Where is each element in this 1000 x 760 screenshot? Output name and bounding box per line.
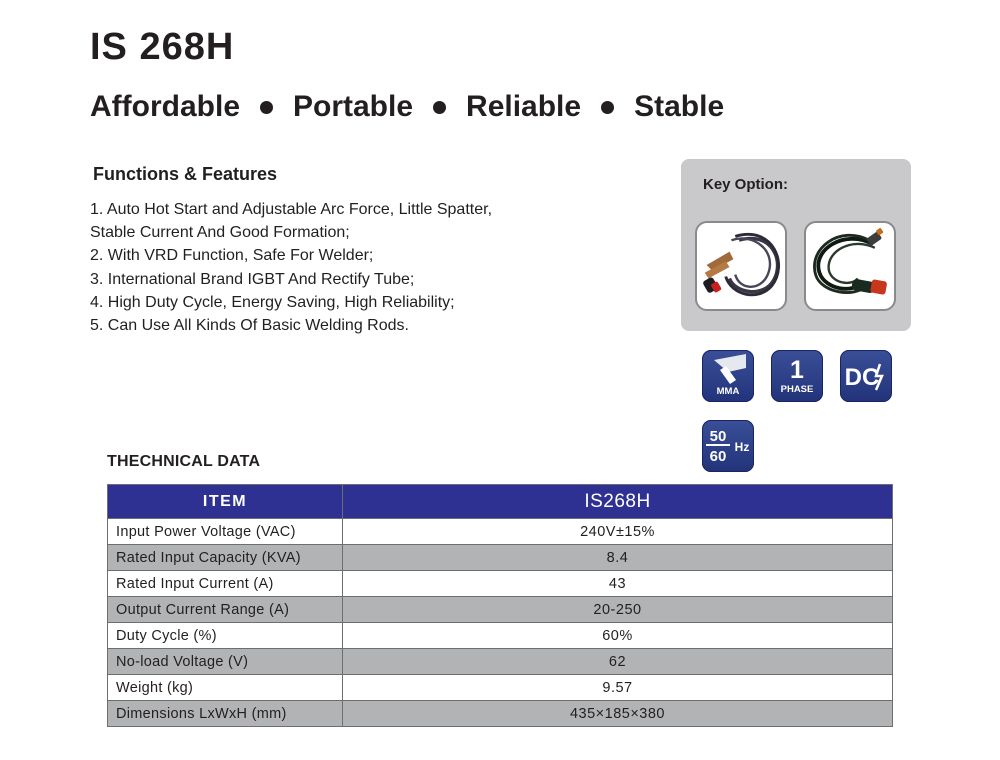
value-cell: 9.57 <box>343 675 893 701</box>
tagline-word: Stable <box>634 90 725 123</box>
phase-number: 1 <box>790 356 804 384</box>
mma-icon-label: MMA <box>716 386 740 397</box>
tagline-word: Reliable <box>466 90 582 123</box>
parameter-cell: Dimensions LxWxH (mm) <box>108 701 343 727</box>
parameter-cell: Rated Input Capacity (KVA) <box>108 545 343 571</box>
bullet-dot-icon <box>433 101 446 114</box>
tagline-word: Portable <box>293 90 414 123</box>
dc-label: DC <box>844 364 880 391</box>
key-option-label: Key Option: <box>703 176 788 193</box>
key-option-panel <box>681 159 911 331</box>
bullet-dot-icon <box>601 101 614 114</box>
column-header-item: ITEM <box>108 485 343 519</box>
mma-icon <box>702 350 754 402</box>
value-cell: 60% <box>343 623 893 649</box>
parameter-cell: Duty Cycle (%) <box>108 623 343 649</box>
value-cell: 62 <box>343 649 893 675</box>
frequency-icon <box>702 420 754 472</box>
parameter-cell: Output Current Range (A) <box>108 597 343 623</box>
parameter-cell: Rated Input Current (A) <box>108 571 343 597</box>
feature-line: 1. Auto Hot Start and Adjustable Arc Force, Little Spatter, <box>90 201 493 218</box>
feature-line: 2. With VRD Function, Safe For Welder; <box>90 247 374 265</box>
bullet-dot-icon <box>260 101 273 114</box>
table-row <box>108 701 893 727</box>
tagline <box>90 90 724 124</box>
features-list <box>90 198 650 337</box>
value-cell: 240V±15% <box>343 519 893 545</box>
table-row <box>108 649 893 675</box>
tagline-word: Affordable <box>90 90 240 123</box>
single-phase-icon <box>771 350 823 402</box>
parameter-cell: Input Power Voltage (VAC) <box>108 519 343 545</box>
table-row <box>108 545 893 571</box>
frequency-top: 50 <box>709 428 727 445</box>
frequency-unit: Hz <box>734 440 750 454</box>
table-header-row <box>108 485 893 519</box>
value-cell: 435×185×380 <box>343 701 893 727</box>
frequency-bottom: 60 <box>709 448 727 465</box>
table-row <box>108 519 893 545</box>
feature-line: Stable Current And Good Formation; <box>90 224 350 242</box>
value-cell: 8.4 <box>343 545 893 571</box>
table-row <box>108 571 893 597</box>
parameter-cell: Weight (kg) <box>108 675 343 701</box>
technical-data-table <box>107 484 893 727</box>
technical-data-heading: THECHNICAL DATA <box>107 453 261 470</box>
table-row <box>108 597 893 623</box>
product-title: IS 268H <box>90 26 235 68</box>
electrode-holder-cable-image <box>804 221 896 311</box>
feature-line: 4. High Duty Cycle, Energy Saving, High Reliability; <box>90 293 455 311</box>
value-cell: 20-250 <box>343 597 893 623</box>
feature-line: 5. Can Use All Kinds Of Basic Welding Rods. <box>90 317 409 335</box>
column-header-model: IS268H <box>343 485 893 519</box>
table-row <box>108 675 893 701</box>
feature-line: 3. International Brand IGBT And Rectify Tube; <box>90 270 415 288</box>
parameter-cell: No-load Voltage (V) <box>108 649 343 675</box>
features-heading: Functions & Features <box>93 164 278 184</box>
dc-icon <box>840 350 892 402</box>
table-row <box>108 623 893 649</box>
value-cell: 43 <box>343 571 893 597</box>
earth-clamp-cable-image <box>695 221 787 311</box>
phase-label: PHASE <box>780 384 814 395</box>
